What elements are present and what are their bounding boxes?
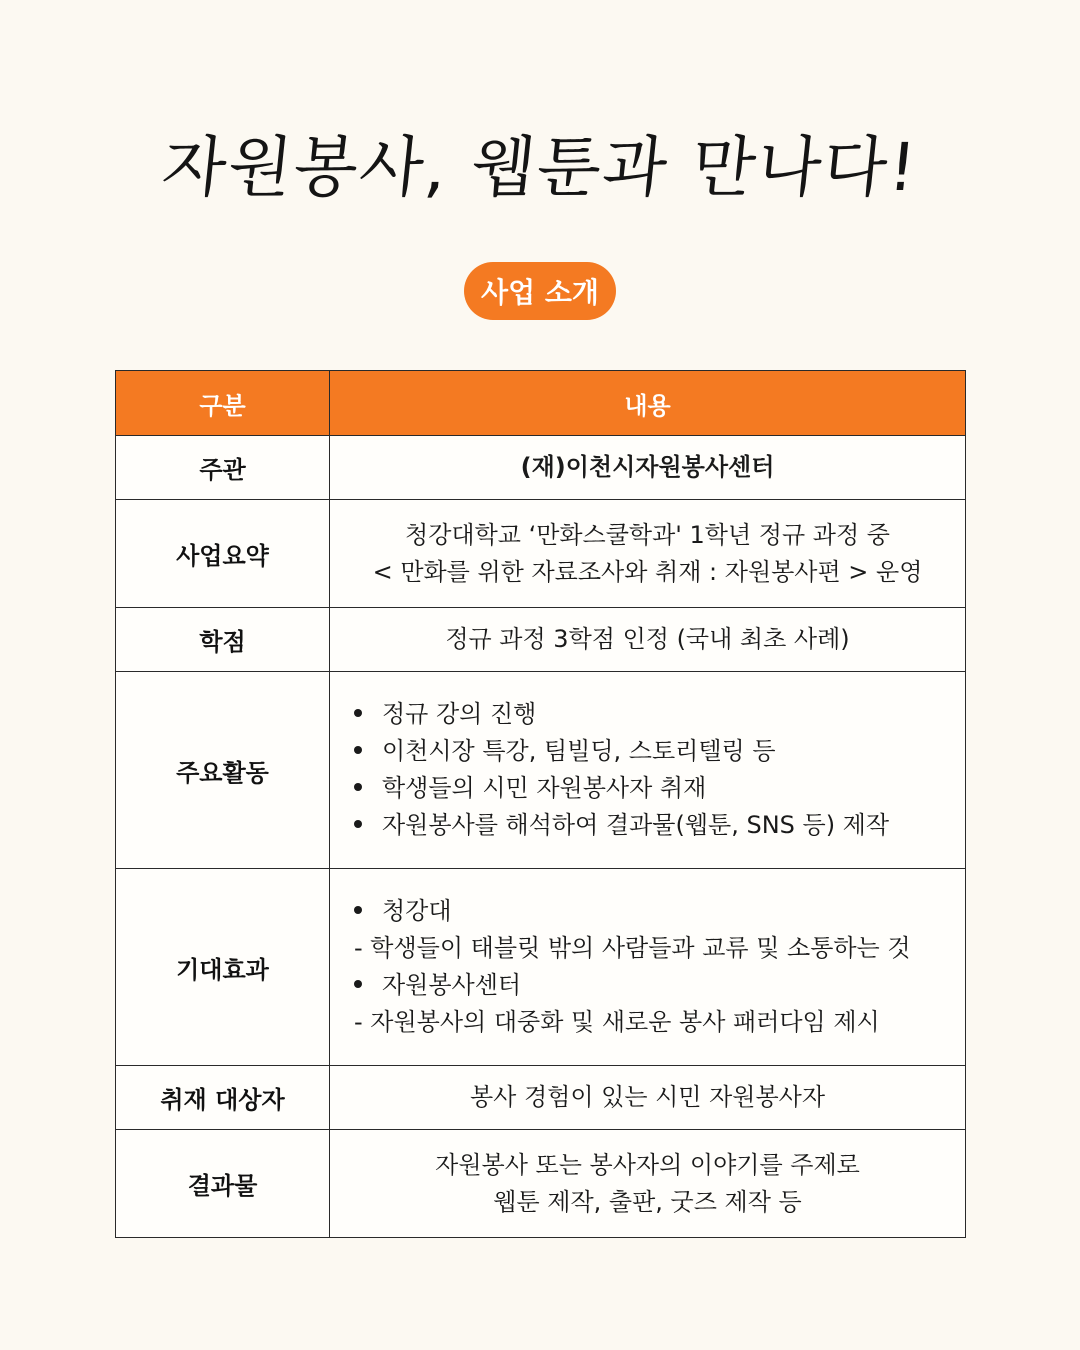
row-label: 사업요약 xyxy=(116,500,330,608)
row-label: 기대효과 xyxy=(116,869,330,1066)
row-value: 봉사 경험이 있는 시민 자원봉사자 xyxy=(330,1066,966,1130)
table-header-row xyxy=(116,371,966,436)
outputs-line: 웹툰 제작, 출판, 굿즈 제작 등 xyxy=(493,1187,802,1216)
row-value xyxy=(330,500,966,608)
table-row-activities xyxy=(116,672,966,869)
list-item: 청강대 xyxy=(354,893,965,930)
list-item: 자원봉사를 해석하여 결과물(웹툰, SNS 등) 제작 xyxy=(354,807,965,844)
row-label: 취재 대상자 xyxy=(116,1066,330,1130)
row-label: 주관 xyxy=(116,436,330,500)
bullet-icon xyxy=(354,980,362,988)
table-row-host xyxy=(116,436,966,500)
section-badge: 사업 소개 xyxy=(464,262,616,320)
row-label: 결과물 xyxy=(116,1130,330,1238)
table-row-summary xyxy=(116,500,966,608)
list-item: 정규 강의 진행 xyxy=(354,696,965,733)
page-title: 자원봉사, 웹툰과 만나다! xyxy=(158,129,922,206)
bullet-icon xyxy=(354,820,362,828)
outputs-line: 자원봉사 또는 봉사자의 이야기를 주제로 xyxy=(435,1150,860,1179)
list-item: 이천시장 특강, 팀빌딩, 스토리텔링 등 xyxy=(354,733,965,770)
row-value: (재)이천시자원봉사센터 xyxy=(330,436,966,500)
table-row-effects xyxy=(116,869,966,1066)
bullet-icon xyxy=(354,783,362,791)
list-item: 자원봉사센터 xyxy=(354,967,965,1004)
list-item-detail: - 학생들이 태블릿 밖의 사람들과 교류 및 소통하는 것 xyxy=(354,934,911,962)
table-row-credit xyxy=(116,608,966,672)
row-value: 정규 과정 3학점 인정 (국내 최초 사례) xyxy=(330,608,966,672)
header-category: 구분 xyxy=(116,371,330,436)
bullet-icon xyxy=(354,709,362,717)
row-label: 주요활동 xyxy=(116,672,330,869)
row-value xyxy=(330,1130,966,1238)
summary-line: < 만화를 위한 자료조사와 취재 : 자원봉사편 > 운영 xyxy=(372,557,923,586)
list-item: 학생들의 시민 자원봉사자 취재 xyxy=(354,770,965,807)
activities-list xyxy=(330,672,966,869)
project-info-table xyxy=(115,370,966,1238)
summary-line: 청강대학교 ‘만화스쿨학과' 1학년 정규 과정 중 xyxy=(405,520,890,549)
table-row-outputs xyxy=(116,1130,966,1238)
bullet-icon xyxy=(354,906,362,914)
bullet-icon xyxy=(354,746,362,754)
table-row-interviewees xyxy=(116,1066,966,1130)
list-item-detail: - 자원봉사의 대중화 및 새로운 봉사 패러다임 제시 xyxy=(354,1008,880,1036)
effects-list xyxy=(330,869,966,1066)
header-content: 내용 xyxy=(330,371,966,436)
row-label: 학점 xyxy=(116,608,330,672)
